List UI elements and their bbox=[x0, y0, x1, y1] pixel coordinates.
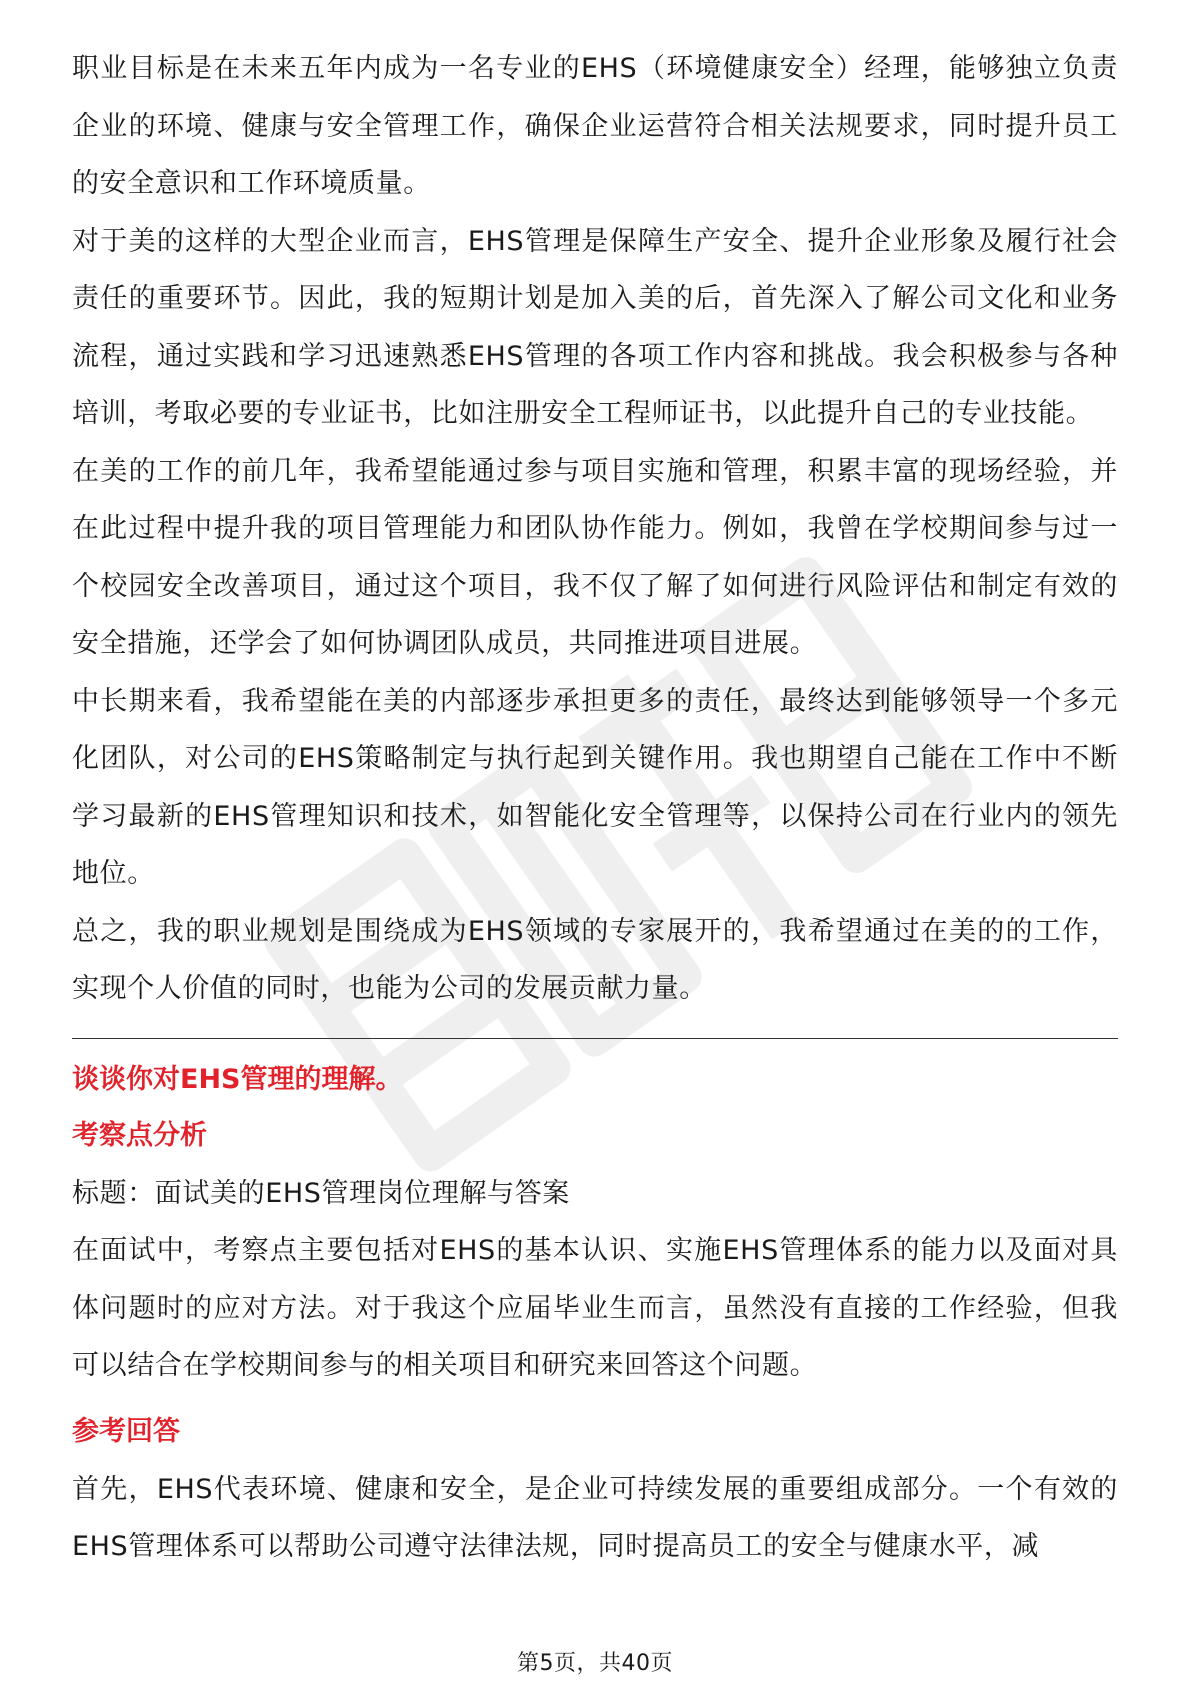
paragraph-long-term: 中长期来看，我希望能在美的内部逐步承担更多的责任，最终达到能够领导一个多元化团队，对公司的EHS策略制定与执行起到关键作用。我也期望自己能在工作中不断学习最新的EHS管理知识和技术，如智能化安全管理等，以保持公司在行业内的领先地位。 bbox=[72, 685, 1118, 889]
reference-answer-body: 首先，EHS代表环境、健康和安全，是企业可持续发展的重要组成部分。一个有效的EHS管理体系可以帮助公司遵守法律法规，同时提高员工的安全与健康水平，减 bbox=[72, 1473, 1118, 1562]
section-divider bbox=[72, 1038, 1118, 1039]
paragraph-summary: 总之，我的职业规划是围绕成为EHS领域的专家展开的，我希望通过在美的的工作，实现个人价值的同时，也能为公司的发展贡献力量。 bbox=[72, 915, 1118, 1004]
paragraph-early-years: 在美的工作的前几年，我希望能通过参与项目实施和管理，积累丰富的现场经验，并在此过程中提升我的项目管理能力和团队协作能力。例如，我曾在学校期间参与过一个校园安全改善项目，通过这个项目，我不仅了解了如何进行风险评估和制定有效的安全措施，还学会了如何协调团队成员，共同推进项目进展。 bbox=[72, 455, 1118, 659]
document-body bbox=[72, 40, 1118, 1576]
analysis-body: 在面试中，考察点主要包括对EHS的基本认识、实施EHS管理体系的能力以及面对具体问题时的应对方法。对于我这个应届毕业生而言，虽然没有直接的工作经验，但我可以结合在学校期间参与的相关项目和研究来回答这个问题。 bbox=[72, 1235, 1118, 1381]
analysis-title-line: 标题：面试美的EHS管理岗位理解与答案 bbox=[72, 1177, 570, 1209]
paragraph-career-goal: 职业目标是在未来五年内成为一名专业的EHS（环境健康安全）经理，能够独立负责企业的环境、健康与安全管理工作，确保企业运营符合相关法规要求，同时提升员工的安全意识和工作环境质量。 bbox=[72, 53, 1118, 199]
interview-question: 谈谈你对EHS管理的理解。 bbox=[72, 1063, 403, 1095]
page-number: 第5页，共40页 bbox=[517, 1651, 673, 1676]
reference-answer-heading: 参考回答 bbox=[72, 1415, 180, 1447]
paragraph-short-term-plan: 对于美的这样的大型企业而言，EHS管理是保障生产安全、提升企业形象及履行社会责任的重要环节。因此，我的短期计划是加入美的后，首先深入了解公司文化和业务流程，通过实践和学习迅速熟悉EHS管理的各项工作内容和挑战。我会积极参与各种培训，考取必要的专业证书，比如注册安全工程师证书，以此提升自己的专业技能。 bbox=[72, 225, 1118, 429]
analysis-heading: 考察点分析 bbox=[72, 1119, 207, 1151]
